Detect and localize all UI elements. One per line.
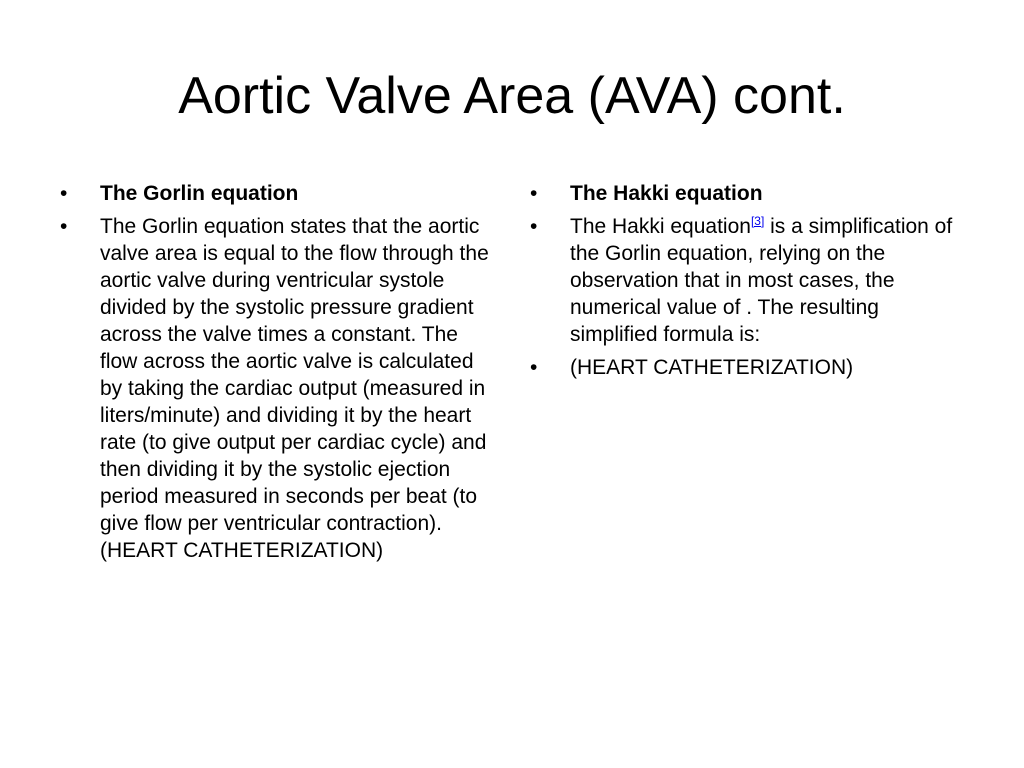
bullet-icon: • [60, 215, 68, 238]
citation-link[interactable]: [3] [750, 214, 765, 228]
gorlin-body-item [60, 213, 492, 564]
hakki-heading: The Hakki equation [570, 182, 763, 205]
hakki-note-item [530, 354, 960, 381]
hakki-heading-item [530, 180, 960, 207]
gorlin-heading: The Gorlin equation [100, 182, 299, 205]
hakki-column [530, 180, 960, 387]
hakki-note: (HEART CATHETERIZATION) [570, 356, 854, 379]
hakki-body-item [530, 213, 960, 348]
gorlin-body-text: The Gorlin equation states that the aortic valve area is equal to the flow through the aortic valve during ventricular systole divided by the systolic pressure gradient across the valve times a constant. The flow across the aortic valve is calculated by taking the cardiac output (measured in liters/minute) and dividing it by the heart rate (to give output per cardiac cycle) and then dividing it by the systolic ejection period measured in seconds per beat (to give flow per ventricular contraction). (HEART CATHETERIZATION) [100, 215, 489, 562]
hakki-body-before-ref: The Hakki equation [570, 215, 751, 238]
gorlin-heading-item [60, 180, 492, 207]
bullet-icon: • [530, 215, 538, 238]
bullet-icon: • [60, 182, 68, 205]
slide-title: Aortic Valve Area (AVA) cont. [178, 67, 846, 125]
bullet-icon: • [530, 182, 538, 205]
hakki-body-text [570, 215, 952, 346]
gorlin-column [60, 180, 492, 570]
hakki-body-after-ref: is a simplification of the Gorlin equation, relying on the observation that in most cases, the numerical value of . The resulting simplified formula is: [570, 215, 953, 346]
bullet-icon: • [530, 356, 538, 379]
